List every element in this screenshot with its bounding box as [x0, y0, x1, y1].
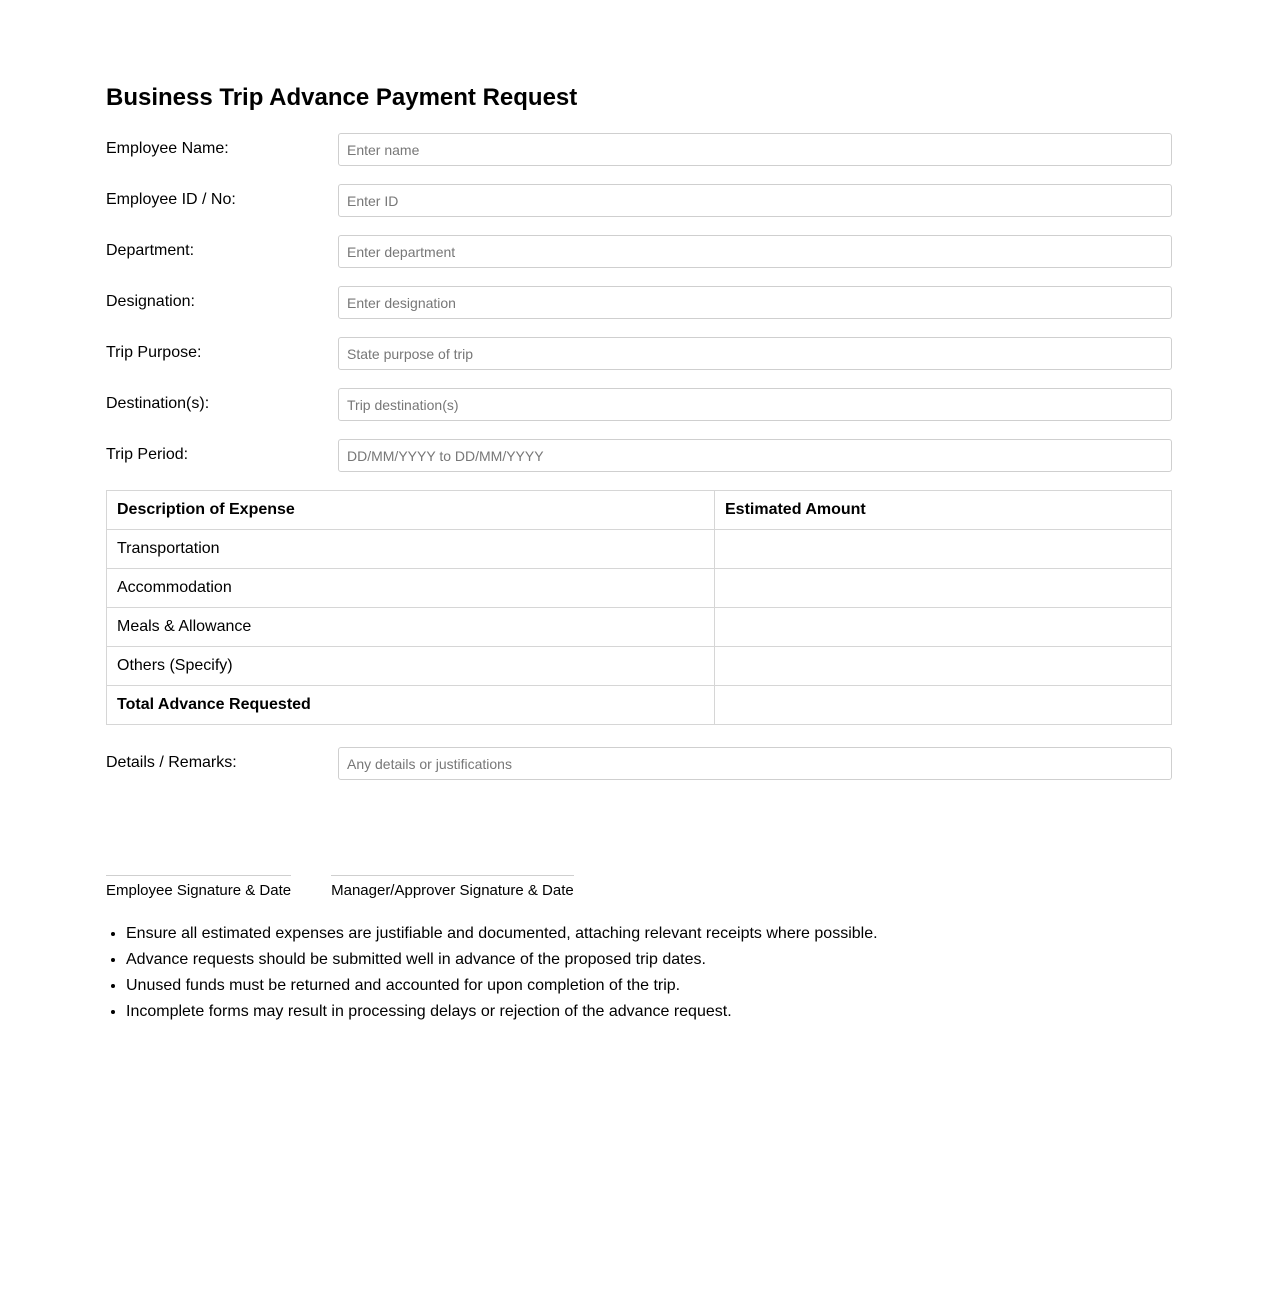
remarks-input[interactable]	[338, 747, 1172, 780]
table-row	[107, 647, 1172, 686]
designation-label: Designation:	[106, 292, 195, 310]
remarks-label: Details / Remarks:	[106, 753, 237, 771]
expense-description-cell: Transportation	[107, 530, 715, 569]
trip-purpose-input[interactable]	[338, 337, 1172, 370]
field-row-trip-period	[106, 439, 1172, 472]
employee-id-input[interactable]	[338, 184, 1172, 217]
expense-description-cell: Accommodation	[107, 569, 715, 608]
list-item: • Ensure all estimated expenses are justifiable and documented, attaching relevant receipts where possible.	[126, 921, 1172, 947]
total-row	[107, 686, 1172, 725]
notes-list	[106, 921, 1172, 1025]
description-column-header: Description of Expense	[107, 491, 715, 530]
list-item: • Advance requests should be submitted well in advance of the proposed trip dates.	[126, 947, 1172, 973]
trip-period-label: Trip Period:	[106, 445, 189, 463]
list-item: • Incomplete forms may result in processing delays or rejection of the advance request.	[126, 999, 1172, 1025]
department-label: Department:	[106, 241, 195, 259]
destinations-label: Destination(s):	[106, 394, 210, 412]
field-row-employee-name	[106, 133, 1172, 166]
field-row-employee-id	[106, 184, 1172, 217]
designation-input[interactable]	[338, 286, 1172, 319]
field-row-destinations	[106, 388, 1172, 421]
table-row	[107, 608, 1172, 647]
expense-description-cell: Others (Specify)	[107, 647, 715, 686]
employee-signature-line[interactable]: Employee Signature & Date	[106, 875, 291, 901]
employee-name-input[interactable]	[338, 133, 1172, 166]
form-title: Business Trip Advance Payment Request	[106, 84, 578, 111]
expense-amount-cell[interactable]	[715, 569, 1172, 608]
expense-table	[106, 490, 1172, 725]
total-amount-cell[interactable]	[715, 686, 1172, 725]
field-row-department	[106, 235, 1172, 268]
field-row-designation	[106, 286, 1172, 319]
trip-purpose-label: Trip Purpose:	[106, 343, 202, 361]
expense-table-header-row	[107, 491, 1172, 530]
employee-id-label: Employee ID / No:	[106, 190, 236, 208]
field-row-remarks	[106, 747, 1172, 780]
destinations-input[interactable]	[338, 388, 1172, 421]
trip-period-input[interactable]	[338, 439, 1172, 472]
department-input[interactable]	[338, 235, 1172, 268]
manager-signature-line[interactable]: Manager/Approver Signature & Date	[331, 875, 574, 901]
expense-description-cell: Meals & Allowance	[107, 608, 715, 647]
total-label-cell: Total Advance Requested	[107, 686, 715, 725]
list-item: • Unused funds must be returned and accounted for upon completion of the trip.	[126, 973, 1172, 999]
expense-amount-cell[interactable]	[715, 608, 1172, 647]
form-page	[106, 0, 1172, 1025]
table-row	[107, 569, 1172, 608]
signature-area	[106, 875, 1172, 901]
employee-name-label: Employee Name:	[106, 139, 229, 157]
expense-amount-cell[interactable]	[715, 530, 1172, 569]
field-row-trip-purpose	[106, 337, 1172, 370]
amount-column-header: Estimated Amount	[715, 491, 1172, 530]
expense-amount-cell[interactable]	[715, 647, 1172, 686]
table-row	[107, 530, 1172, 569]
